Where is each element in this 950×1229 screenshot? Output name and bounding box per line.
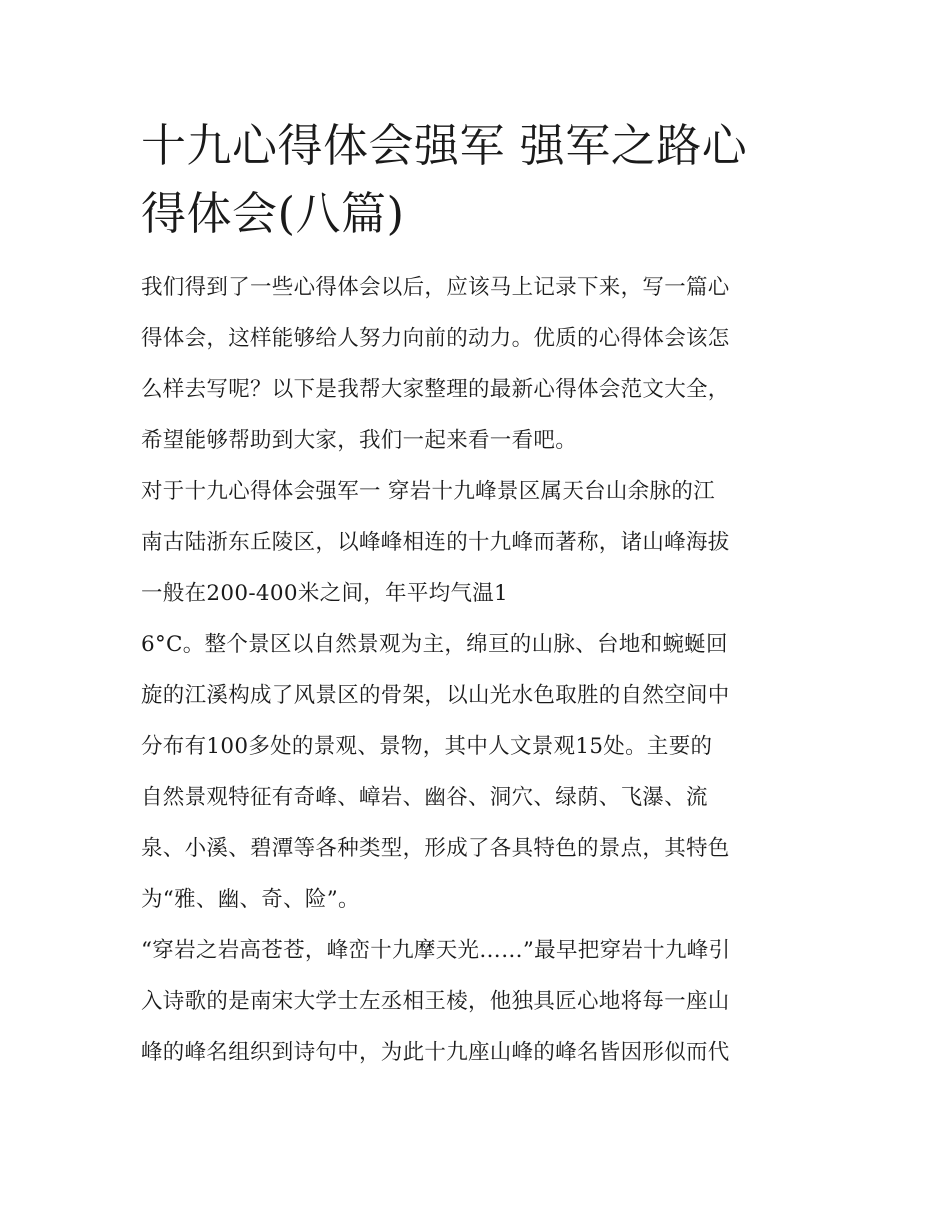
text-line: 泉、小溪、碧潭等各种类型，形成了各具特色的景点，其特色 <box>141 836 730 861</box>
text-line: 南古陆浙东丘陵区，以峰峰相连的十九峰而著称，诸山峰海拔 <box>141 530 730 555</box>
title-line: 十九心得体会强军 强军之路心 <box>141 119 748 172</box>
text-line: 自然景观特征有奇峰、嶂岩、幽谷、洞穴、绿荫、飞瀑、流 <box>141 785 708 810</box>
text-line: 对于十九心得体会强军一 穿岩十九峰景区属天台山余脉的江 <box>141 479 715 504</box>
text-line: 一般在200-400米之间，年平均气温1 <box>141 581 509 606</box>
text-line: “穿岩之岩高苍苍，峰峦十九摩天光……”最早把穿岩十九峰引 <box>141 938 731 963</box>
text-line: 希望能够帮助到大家，我们一起来看一看吧。 <box>141 428 578 453</box>
text-line: 分布有100多处的景观、景物，其中人文景观15处。主要的 <box>141 734 713 759</box>
intro-paragraph <box>141 262 813 466</box>
text-line: 得体会，这样能够给人努力向前的动力。优质的心得体会该怎 <box>141 326 730 351</box>
text-line: 入诗歌的是南宋大学士左丞相王棱，他独具匠心地将每一座山 <box>141 989 730 1014</box>
body-paragraph <box>141 925 813 1078</box>
title-line: 得体会(八篇) <box>141 187 405 240</box>
text-line: 旋的江溪构成了风景区的骨架，以山光水色取胜的自然空间中 <box>141 683 730 708</box>
document-page <box>141 112 813 1078</box>
text-line: 为“雅、幽、奇、险”。 <box>141 887 360 912</box>
document-title <box>141 112 813 248</box>
text-line: 6°C。整个景区以自然景观为主，绵亘的山脉、台地和蜿蜒回 <box>141 632 728 657</box>
text-line: 么样去写呢？以下是我帮大家整理的最新心得体会范文大全， <box>141 377 730 402</box>
text-line: 我们得到了一些心得体会以后，应该马上记录下来，写一篇心 <box>141 275 730 300</box>
text-line: 峰的峰名组织到诗句中，为此十九座山峰的峰名皆因形似而代 <box>141 1040 730 1065</box>
body-paragraph <box>141 466 813 619</box>
body-paragraph <box>141 619 813 925</box>
